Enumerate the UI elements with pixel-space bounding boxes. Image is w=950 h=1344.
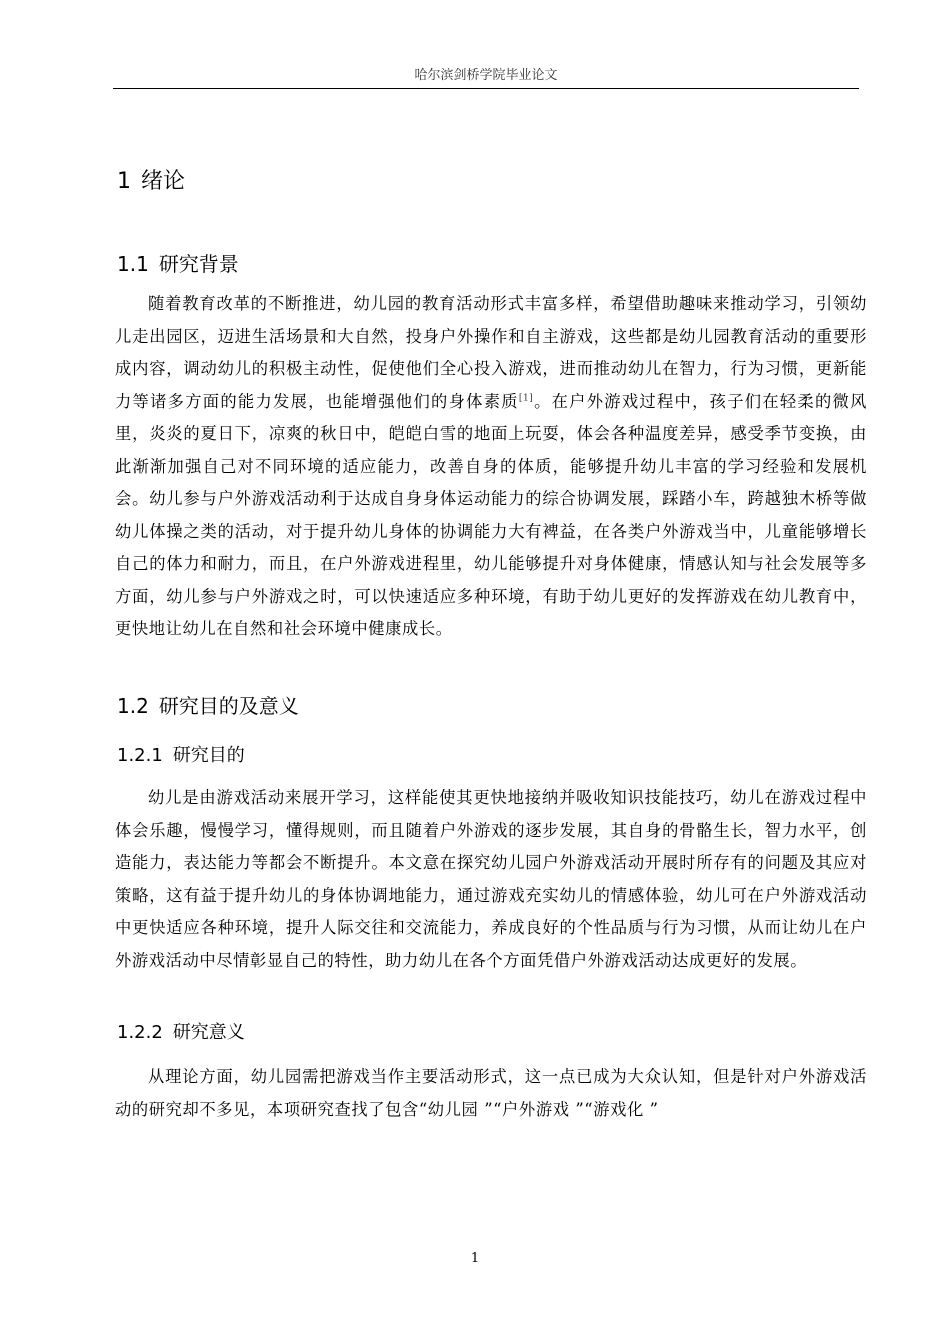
paragraph-text: 。在户外游戏过程中，孩子们在轻柔的微风里，炎炎的夏日下，凉爽的秋日中，皑皑白雪的地面上玩耍，体会各种温度差异，感受季节变换，由此渐渐加强自己对不同环境的适应能力，改善自身的体质，能够提升幼儿丰富的学习经验和发展机会。幼儿参与户外游戏活动利于达成自身身体运动能力的综合协调发展，踩踏小车，跨越独木桥等做幼儿体操之类的活动，对于提升幼儿身体的协调能力大有裨益，在各类户外游戏当中，儿童能够增长自己的体力和耐力，而且，在户外游戏进程里，幼儿能够提升对身体健康，情感认知与社会发展等多方面，幼儿参与户外游戏之时，可以快速适应多种环境，有助于幼儿更好的发挥游戏在幼儿教育中，更快地让幼儿在自然和社会环境中健康成长。	[115, 391, 867, 638]
subsection-number: 1.2.1	[117, 745, 163, 766]
chapter-heading	[117, 164, 185, 195]
subsection-heading-1-2-1	[117, 741, 245, 767]
running-header: 哈尔滨剑桥学院毕业论文	[414, 68, 558, 83]
section-title: 研究背景	[158, 252, 239, 276]
section-number: 1.2	[117, 694, 149, 718]
header-rule	[113, 88, 859, 89]
section-heading-1-1	[117, 248, 239, 277]
subsection-title: 研究意义	[172, 1022, 245, 1043]
paragraph-significance: 从理论方面，幼儿园需把游戏当作主要活动形式，这一点已成为大众认知，但是针对户外游戏活动的研究却不多见，本项研究查找了包含“幼儿园 ”“户外游戏 ”“游戏化 ”	[115, 1067, 867, 1119]
subsection-title: 研究目的	[172, 745, 245, 766]
section-number: 1.1	[117, 252, 149, 276]
subsection-number: 1.2.2	[117, 1022, 163, 1043]
paragraph-purpose: 幼儿是由游戏活动来展开学习，这样能使其更快地接纳并吸收知识技能技巧，幼儿在游戏过程中体会乐趣，慢慢学习，懂得规则，而且随着户外游戏的逐步发展，其自身的骨骼生长，智力水平，创造能力，表达能力等都会不断提升。本文意在探究幼儿园户外游戏活动开展时所存有的问题及其应对策略，这有益于提升幼儿的身体协调地能力，通过游戏充实幼儿的情感体验，幼儿可在户外游戏活动中更快适应各种环境，提升人际交往和交流能力，养成良好的个性品质与行为习惯，从而让幼儿在户外游戏活动中尽情彰显自己的特性，助力幼儿在各个方面凭借户外游戏活动达成更好的发展。	[115, 788, 867, 970]
paragraph-background	[115, 288, 867, 646]
citation-marker: [1]	[518, 393, 534, 404]
chapter-title: 绪论	[141, 169, 186, 194]
page-number: 1	[470, 1251, 480, 1266]
chapter-number: 1	[117, 169, 131, 194]
subsection-heading-1-2-2	[117, 1018, 245, 1044]
paragraph-text: 随着教育改革的不断推进，幼儿园的教育活动形式丰富多样，希望借助趣味来推动学习，引领幼儿走出园区，迈进生活场景和大自然，投身户外操作和自主游戏，这些都是幼儿园教育活动的重要形成内容，调动幼儿的积极主动性，促使他们全心投入游戏，进而推动幼儿在智力，行为习惯，更新能力等诸多方面的能力发展，也能增强他们的身体素质	[115, 294, 867, 411]
section-heading-1-2	[117, 690, 299, 719]
section-title: 研究目的及意义	[158, 694, 299, 718]
